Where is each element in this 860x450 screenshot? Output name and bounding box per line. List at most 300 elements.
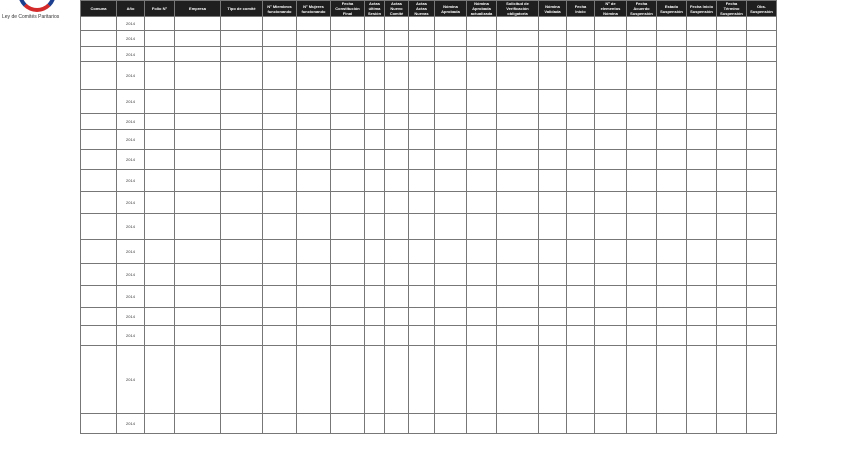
table-cell bbox=[627, 214, 657, 240]
table-cell bbox=[221, 192, 263, 214]
table-cell bbox=[263, 90, 297, 114]
table-cell bbox=[221, 214, 263, 240]
table-cell bbox=[331, 150, 365, 170]
table-cell bbox=[435, 170, 467, 192]
table-cell: 2014 bbox=[117, 114, 145, 130]
table-cell: 2014 bbox=[117, 17, 145, 31]
table-cell bbox=[297, 90, 331, 114]
table-cell bbox=[365, 414, 385, 434]
table-row bbox=[81, 90, 777, 114]
table-cell bbox=[365, 114, 385, 130]
table-cell bbox=[717, 192, 747, 214]
table-cell bbox=[365, 17, 385, 31]
table-cell bbox=[627, 286, 657, 308]
table-cell bbox=[497, 150, 539, 170]
table-cell bbox=[365, 170, 385, 192]
table-cell bbox=[365, 90, 385, 114]
table-cell bbox=[385, 326, 409, 346]
table-cell bbox=[567, 240, 595, 264]
table-cell bbox=[221, 414, 263, 434]
table-cell bbox=[145, 192, 175, 214]
table-cell bbox=[435, 114, 467, 130]
table-cell bbox=[263, 414, 297, 434]
table-cell bbox=[221, 170, 263, 192]
table-cell bbox=[175, 31, 221, 47]
table-cell bbox=[497, 17, 539, 31]
table-cell bbox=[145, 17, 175, 31]
table-cell bbox=[497, 47, 539, 62]
table-cell bbox=[627, 114, 657, 130]
table-cell bbox=[409, 308, 435, 326]
table-cell bbox=[435, 17, 467, 31]
table-cell bbox=[567, 130, 595, 150]
table-cell bbox=[627, 90, 657, 114]
table-cell bbox=[687, 192, 717, 214]
table-cell bbox=[747, 130, 777, 150]
table-cell bbox=[627, 130, 657, 150]
column-header: Nómina Validada bbox=[539, 1, 567, 17]
logo-emblem-icon bbox=[18, 0, 56, 12]
table-cell bbox=[331, 90, 365, 114]
table-cell bbox=[627, 308, 657, 326]
table-cell bbox=[747, 17, 777, 31]
table-cell bbox=[539, 308, 567, 326]
table-cell bbox=[687, 346, 717, 414]
table-cell bbox=[467, 286, 497, 308]
table-cell bbox=[331, 47, 365, 62]
table-cell bbox=[221, 308, 263, 326]
table-cell: 2014 bbox=[117, 62, 145, 90]
table-cell bbox=[331, 264, 365, 286]
table-cell bbox=[595, 286, 627, 308]
table-cell bbox=[409, 286, 435, 308]
table-cell bbox=[365, 150, 385, 170]
table-cell bbox=[717, 114, 747, 130]
table-cell bbox=[331, 114, 365, 130]
table-cell bbox=[467, 240, 497, 264]
table-row bbox=[81, 264, 777, 286]
table-cell bbox=[717, 240, 747, 264]
table-cell bbox=[717, 90, 747, 114]
table-cell bbox=[539, 17, 567, 31]
table-row bbox=[81, 170, 777, 192]
table-cell: 2014 bbox=[117, 326, 145, 346]
table-cell bbox=[409, 170, 435, 192]
table-cell bbox=[385, 214, 409, 240]
table-cell bbox=[657, 114, 687, 130]
table-cell bbox=[627, 170, 657, 192]
table-cell bbox=[409, 414, 435, 434]
table-cell bbox=[81, 170, 117, 192]
table-cell bbox=[145, 130, 175, 150]
table-cell bbox=[595, 192, 627, 214]
table-cell bbox=[175, 264, 221, 286]
table-cell bbox=[747, 170, 777, 192]
table-cell bbox=[409, 90, 435, 114]
committees-table bbox=[80, 0, 777, 434]
table-cell bbox=[221, 326, 263, 346]
table-cell bbox=[467, 414, 497, 434]
table-cell bbox=[385, 150, 409, 170]
table-cell bbox=[145, 214, 175, 240]
table-cell bbox=[567, 31, 595, 47]
table-cell bbox=[595, 47, 627, 62]
table-cell bbox=[497, 326, 539, 346]
table-cell bbox=[497, 31, 539, 47]
table-cell bbox=[497, 286, 539, 308]
table-cell bbox=[81, 62, 117, 90]
table-cell bbox=[297, 240, 331, 264]
table-cell bbox=[497, 214, 539, 240]
table-cell bbox=[567, 170, 595, 192]
table-cell bbox=[145, 150, 175, 170]
table-cell bbox=[221, 130, 263, 150]
table-cell bbox=[717, 62, 747, 90]
column-header: Fecha Inicio bbox=[567, 1, 595, 17]
table-cell bbox=[145, 308, 175, 326]
table-cell bbox=[567, 326, 595, 346]
table-cell bbox=[331, 17, 365, 31]
table-cell bbox=[567, 192, 595, 214]
table-cell: 2014 bbox=[117, 214, 145, 240]
column-header: Folio N° bbox=[145, 1, 175, 17]
table-cell bbox=[657, 170, 687, 192]
table-cell bbox=[365, 264, 385, 286]
table-cell bbox=[467, 170, 497, 192]
table-cell bbox=[717, 414, 747, 434]
table-cell bbox=[81, 346, 117, 414]
table-cell bbox=[435, 150, 467, 170]
table-cell bbox=[331, 170, 365, 192]
table-cell bbox=[595, 150, 627, 170]
table-cell bbox=[145, 286, 175, 308]
table-cell bbox=[81, 240, 117, 264]
table-cell bbox=[435, 130, 467, 150]
table-cell bbox=[567, 114, 595, 130]
table-cell bbox=[175, 170, 221, 192]
table-cell bbox=[385, 192, 409, 214]
table-cell bbox=[409, 130, 435, 150]
table-cell bbox=[297, 214, 331, 240]
table-cell bbox=[467, 214, 497, 240]
table-cell bbox=[595, 214, 627, 240]
table-cell bbox=[747, 47, 777, 62]
table-cell bbox=[467, 308, 497, 326]
table-cell bbox=[409, 150, 435, 170]
table-cell bbox=[221, 31, 263, 47]
table-cell bbox=[297, 17, 331, 31]
table-cell bbox=[435, 31, 467, 47]
table-cell bbox=[263, 62, 297, 90]
table-cell bbox=[365, 130, 385, 150]
table-cell bbox=[627, 346, 657, 414]
table-cell bbox=[747, 90, 777, 114]
table-cell bbox=[263, 31, 297, 47]
table-cell bbox=[175, 150, 221, 170]
table-cell bbox=[221, 286, 263, 308]
table-cell bbox=[595, 240, 627, 264]
table-cell bbox=[747, 326, 777, 346]
table-cell bbox=[687, 240, 717, 264]
table-cell bbox=[687, 326, 717, 346]
table-cell bbox=[145, 346, 175, 414]
table-cell bbox=[365, 308, 385, 326]
table-cell bbox=[747, 150, 777, 170]
table-cell bbox=[467, 326, 497, 346]
table-cell bbox=[297, 62, 331, 90]
table-cell bbox=[145, 90, 175, 114]
table-cell bbox=[263, 114, 297, 130]
table-cell bbox=[687, 286, 717, 308]
table-cell bbox=[331, 192, 365, 214]
table-cell bbox=[365, 326, 385, 346]
table-cell bbox=[567, 414, 595, 434]
column-header: Actas Actas Nuevas bbox=[409, 1, 435, 17]
table-cell bbox=[385, 346, 409, 414]
table-cell bbox=[81, 308, 117, 326]
table-cell bbox=[497, 130, 539, 150]
table-cell bbox=[365, 214, 385, 240]
table-row bbox=[81, 47, 777, 62]
table-row bbox=[81, 192, 777, 214]
table-cell bbox=[145, 170, 175, 192]
table-cell bbox=[595, 17, 627, 31]
table-cell bbox=[657, 150, 687, 170]
table-cell bbox=[435, 346, 467, 414]
table-cell bbox=[567, 47, 595, 62]
table-cell bbox=[539, 264, 567, 286]
column-header: Empresa bbox=[175, 1, 221, 17]
table-cell bbox=[435, 192, 467, 214]
table-cell bbox=[145, 240, 175, 264]
table-cell bbox=[595, 264, 627, 286]
table-cell bbox=[627, 62, 657, 90]
table-cell bbox=[567, 150, 595, 170]
table-cell bbox=[657, 414, 687, 434]
table-cell bbox=[747, 308, 777, 326]
table-header-row bbox=[81, 1, 777, 17]
table-cell bbox=[385, 130, 409, 150]
table-cell bbox=[297, 47, 331, 62]
table-cell bbox=[331, 130, 365, 150]
table-cell bbox=[627, 150, 657, 170]
table-row bbox=[81, 114, 777, 130]
table-cell bbox=[539, 47, 567, 62]
table-cell bbox=[539, 414, 567, 434]
table-cell bbox=[435, 326, 467, 346]
table-cell bbox=[221, 62, 263, 90]
table-cell: 2014 bbox=[117, 286, 145, 308]
table-cell bbox=[467, 47, 497, 62]
table-cell bbox=[539, 90, 567, 114]
table-cell bbox=[81, 286, 117, 308]
table-cell bbox=[365, 62, 385, 90]
table-cell bbox=[409, 326, 435, 346]
table-cell bbox=[497, 308, 539, 326]
table-cell bbox=[657, 31, 687, 47]
table-cell bbox=[263, 326, 297, 346]
table-cell bbox=[263, 192, 297, 214]
table-cell bbox=[717, 17, 747, 31]
table-cell bbox=[687, 62, 717, 90]
table-cell bbox=[717, 286, 747, 308]
table-cell bbox=[539, 192, 567, 214]
table-cell: 2014 bbox=[117, 346, 145, 414]
table-cell bbox=[385, 308, 409, 326]
table-cell bbox=[567, 214, 595, 240]
table-cell bbox=[365, 192, 385, 214]
table-cell bbox=[385, 414, 409, 434]
table-cell bbox=[539, 150, 567, 170]
table-cell bbox=[657, 90, 687, 114]
table-cell bbox=[263, 264, 297, 286]
table-cell bbox=[409, 192, 435, 214]
table-cell bbox=[331, 346, 365, 414]
table-cell bbox=[435, 414, 467, 434]
table-cell bbox=[627, 240, 657, 264]
table-cell bbox=[627, 264, 657, 286]
table-cell bbox=[263, 150, 297, 170]
table-cell bbox=[145, 326, 175, 346]
table-cell bbox=[297, 414, 331, 434]
table-cell bbox=[747, 240, 777, 264]
table-cell bbox=[539, 170, 567, 192]
table-cell bbox=[567, 264, 595, 286]
table-cell bbox=[627, 414, 657, 434]
table-cell bbox=[331, 240, 365, 264]
table-row bbox=[81, 150, 777, 170]
table-cell bbox=[385, 170, 409, 192]
table-cell bbox=[385, 114, 409, 130]
table-cell bbox=[747, 192, 777, 214]
table-cell bbox=[263, 240, 297, 264]
table-cell bbox=[263, 17, 297, 31]
table-cell bbox=[435, 240, 467, 264]
table-cell bbox=[627, 31, 657, 47]
table-cell bbox=[467, 31, 497, 47]
table-row bbox=[81, 308, 777, 326]
table-cell bbox=[747, 264, 777, 286]
table-cell bbox=[497, 414, 539, 434]
table-cell bbox=[409, 17, 435, 31]
table-cell bbox=[435, 308, 467, 326]
table-cell bbox=[657, 47, 687, 62]
table-cell bbox=[657, 62, 687, 90]
table-row bbox=[81, 326, 777, 346]
table-cell bbox=[81, 326, 117, 346]
column-header: Fecha Acuerdo Suspensión bbox=[627, 1, 657, 17]
table-cell bbox=[687, 170, 717, 192]
table-cell bbox=[409, 214, 435, 240]
table-cell bbox=[297, 308, 331, 326]
table-cell bbox=[221, 114, 263, 130]
table-cell bbox=[497, 90, 539, 114]
table-cell bbox=[81, 17, 117, 31]
table-cell bbox=[717, 130, 747, 150]
table-cell bbox=[221, 90, 263, 114]
table-cell bbox=[175, 17, 221, 31]
table-cell bbox=[539, 130, 567, 150]
table-cell bbox=[365, 286, 385, 308]
table-cell bbox=[595, 346, 627, 414]
table-cell bbox=[81, 90, 117, 114]
table-cell bbox=[595, 90, 627, 114]
table-cell bbox=[717, 326, 747, 346]
table-cell bbox=[467, 17, 497, 31]
table-cell bbox=[81, 130, 117, 150]
table-cell bbox=[81, 150, 117, 170]
table-cell bbox=[497, 346, 539, 414]
table-cell bbox=[81, 214, 117, 240]
table-cell bbox=[467, 192, 497, 214]
table-cell bbox=[297, 150, 331, 170]
table-cell bbox=[175, 240, 221, 264]
table-row bbox=[81, 31, 777, 47]
table-cell bbox=[687, 90, 717, 114]
table-cell bbox=[81, 264, 117, 286]
table-cell bbox=[175, 326, 221, 346]
table-row bbox=[81, 17, 777, 31]
table-cell bbox=[435, 264, 467, 286]
table-cell bbox=[657, 308, 687, 326]
table-cell bbox=[385, 264, 409, 286]
table-cell bbox=[263, 214, 297, 240]
table-cell bbox=[297, 264, 331, 286]
table-cell bbox=[297, 31, 331, 47]
column-header: Estado Suspensión bbox=[657, 1, 687, 17]
table-cell bbox=[687, 17, 717, 31]
table-row bbox=[81, 130, 777, 150]
table-cell bbox=[221, 47, 263, 62]
table-cell bbox=[717, 308, 747, 326]
column-header: Nómina Aprobada bbox=[435, 1, 467, 17]
table-cell bbox=[539, 31, 567, 47]
column-header: Tipo de comité bbox=[221, 1, 263, 17]
table-cell bbox=[595, 114, 627, 130]
table-row bbox=[81, 414, 777, 434]
column-header: Comuna bbox=[81, 1, 117, 17]
table-cell bbox=[657, 17, 687, 31]
column-header: Nº de elementos Nómina bbox=[595, 1, 627, 17]
table-cell bbox=[175, 214, 221, 240]
table-cell bbox=[539, 326, 567, 346]
column-header: N° Mujeres funcionando bbox=[297, 1, 331, 17]
table-cell bbox=[497, 264, 539, 286]
table-cell bbox=[657, 214, 687, 240]
table-cell bbox=[687, 47, 717, 62]
table-cell bbox=[595, 308, 627, 326]
table-cell bbox=[409, 31, 435, 47]
table-cell bbox=[747, 414, 777, 434]
table-cell bbox=[539, 346, 567, 414]
table-cell bbox=[435, 62, 467, 90]
table-cell bbox=[145, 414, 175, 434]
table-cell bbox=[747, 346, 777, 414]
table-cell bbox=[539, 214, 567, 240]
table-cell bbox=[331, 31, 365, 47]
table-cell bbox=[595, 326, 627, 346]
table-cell bbox=[687, 214, 717, 240]
table-cell bbox=[687, 130, 717, 150]
table-cell bbox=[435, 286, 467, 308]
table-cell bbox=[145, 264, 175, 286]
column-header: Fecha Constitución Final bbox=[331, 1, 365, 17]
table-cell bbox=[467, 90, 497, 114]
table-cell bbox=[567, 62, 595, 90]
table-row bbox=[81, 346, 777, 414]
table-cell bbox=[687, 31, 717, 47]
table-cell bbox=[467, 130, 497, 150]
